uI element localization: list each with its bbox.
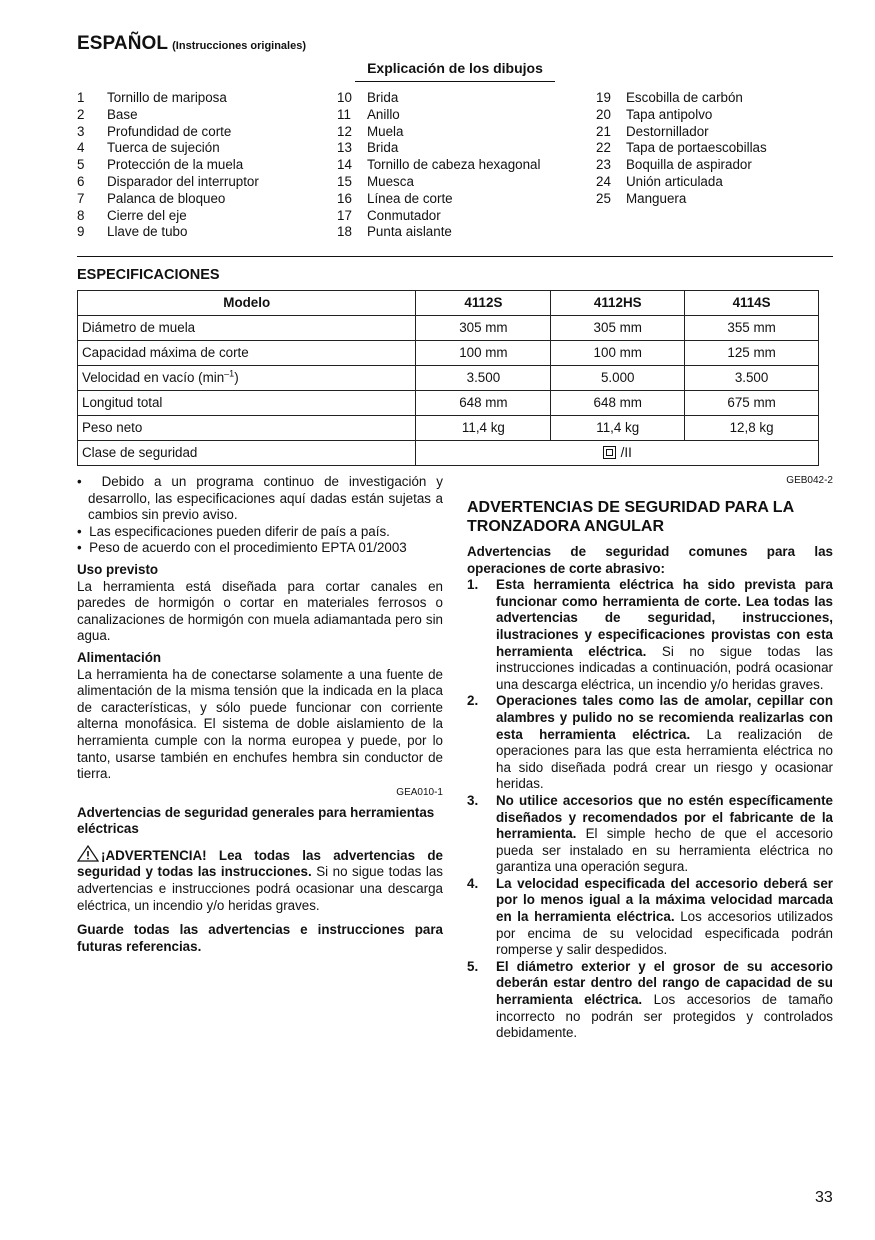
legend-column-1 [77,90,259,241]
header-cell: Modelo [78,291,416,316]
table-header-row [78,291,819,316]
row-label: Diámetro de muela [78,316,416,341]
table-row [78,391,819,416]
legend-item: 10 Brida [337,90,399,105]
legend-item: 19 Escobilla de carbón [596,90,743,105]
table-cell: 5.000 [551,366,685,391]
legend-item: 2 Base [77,106,138,122]
legend-item: 7 Palanca de bloqueo [77,190,226,206]
legend-item: 11 Anillo [337,106,400,122]
safety-intro: Advertencias de seguridad comunes para las operaciones de corte abrasivo: [467,544,833,576]
list-item: 3. No utilice accesorios que no estén específicamente diseñados y recomendados por el fabricante de la herramienta. El simple hecho de que el accesorio pueda ser instalado en su herramienta eléctrica no garantiza una operación segura. [467,792,833,875]
row-label: Peso neto [78,416,416,441]
list-item: 4. La velocidad especificada del accesorio deberá ser por lo menos igual a la máxima velocidad marcada en la herramienta eléctrica. Los accesorios utilizados por encima de su velocidad especificada podrán romperse y salir despedidos. [467,875,833,958]
header-cell: 4112S [416,291,551,316]
spec-note: • Peso de acuerdo con el procedimiento EPTA 01/2003 [77,540,407,556]
legend-item: 25 Manguera [596,190,687,206]
power-supply-text: La herramienta ha de conectarse solamente a una fuente de alimentación de la misma tensión que la indicada en la placa de características, y sólo puede funcionar con corriente alterna monofásica. El sistema de doble aislamiento de la herramienta cumple con la norma europea y puede, por lo tanto, usarse también en enchufes hembra sin conductor de tierra. [77,666,443,782]
legend-item: 14 Tornillo de cabeza hexagonal [337,157,541,173]
section-code: GEA010-1 [396,786,443,798]
safety-heading: ADVERTENCIAS DE SEGURIDAD PARA LA TRONZADORA ANGULAR [467,499,794,535]
table-row [78,416,819,441]
section-divider [77,256,833,257]
table-cell: 355 mm [685,316,819,341]
language-title: ESPAÑOL [77,33,169,54]
table-row [78,316,819,341]
table-cell: 305 mm [416,316,551,341]
legend-column-3 [596,90,767,208]
legend-item: 17 Conmutador [337,207,441,223]
legend-item: 16 Línea de corte [337,190,453,206]
header-cell: 4114S [685,291,819,316]
table-cell: 648 mm [551,391,685,416]
warning-triangle-icon [77,845,99,862]
table-cell: 305 mm [551,316,685,341]
double-insulation-icon [603,446,616,459]
legend-item: 6 Disparador del interruptor [77,173,259,189]
list-item: 1. Esta herramienta eléctrica ha sido prevista para funcionar como herramienta de corte. Lea todas las advertencias de seguridad, instrucciones, ilustraciones y especificaciones provistas con esta herramienta eléctrica. Si no sigue todas las instrucciones indicadas a continuación, podrá ocasionar una descarga eléctrica, un incendio y/o heridas graves. [467,577,833,692]
legend-item: 12 Muela [337,123,404,139]
list-item: 2. Operaciones tales como las de amolar, cepillar con alambres y pulido no se recomienda realizarlas con esta herramienta eléctrica. La realización de operaciones para las que esta herramienta eléctrica no ha sido diseñada podrá crear un riesgo y ocasionar heridas. [467,693,834,792]
row-label: Clase de seguridad [78,441,416,466]
intended-use-title: Uso previsto [77,561,159,577]
power-supply-title: Alimentación [77,649,162,665]
table-cell: 3.500 [685,366,819,391]
section-code: GEB042-2 [786,475,833,486]
legend-item: 22 Tapa de portaescobillas [596,140,767,156]
general-warning: ¡ADVERTENCIA! Lea todas las advertencias de seguridad y todas las instrucciones. Si no sigue todas las advertencias e instrucciones podrá ocasionar una descarga eléctrica, un incendio y/o heridas graves. [77,845,443,914]
table-row [78,441,819,466]
table-cell: 675 mm [685,391,819,416]
specs-title: ESPECIFICACIONES [77,267,220,283]
legend-item: 23 Boquilla de aspirador [596,157,752,173]
spec-note: • Debido a un programa continuo de investigación y desarrollo, las especificaciones aquí dadas están sujetas a cambios sin previo aviso. [77,474,443,523]
legend-item: 13 Brida [337,140,399,156]
legend-item: 3 Profundidad de corte [77,123,232,139]
legend-item: 4 Tuerca de sujeción [77,140,220,156]
language-subtitle: (Instrucciones originales) [172,40,307,52]
legend-item: 5 Protección de la muela [77,157,244,173]
table-cell: 100 mm [416,341,551,366]
legend-item: 9 Llave de tubo [77,224,188,240]
safety-class-cell: /II [416,441,819,466]
table-cell: 11,4 kg [551,416,685,441]
legend-item: 20 Tapa antipolvo [596,106,713,122]
table-cell: 11,4 kg [416,416,551,441]
table-cell: 648 mm [416,391,551,416]
page-number: 33 [815,1189,833,1206]
table-row [78,366,819,391]
row-label: Longitud total [78,391,416,416]
row-label: Capacidad máxima de corte [78,341,416,366]
left-column [77,474,443,955]
spec-note: • Las especificaciones pueden diferir de país a país. [77,523,390,539]
right-column [467,474,833,1042]
header-cell: 4112HS [551,291,685,316]
table-cell: 125 mm [685,341,819,366]
row-label: Velocidad en vacío $(\min^{-1})$ [78,366,416,391]
legend-item: 15 Muesca [337,173,414,189]
page-header [77,33,307,55]
list-item: 5. El diámetro exterior y el grosor de su accesorio deberán estar dentro del rango de capacidad de su herramienta eléctrica. Los accesorios de tamaño incorrecto no podrán ser protegidos y controlados debidamente. [467,958,833,1041]
legend-title: Explicación de los dibujos [355,60,555,82]
legend-item: 18 Punta aislante [337,224,452,240]
legend-item: 8 Cierre del eje [77,207,187,223]
specs-table [77,290,819,466]
table-row [78,341,819,366]
legend-item: 1 Tornillo de mariposa [77,90,227,105]
general-safety-title: Advertencias de seguridad generales para herramientas eléctricas [77,804,435,837]
table-cell: 100 mm [551,341,685,366]
keep-instructions: Guarde todas las advertencias e instrucciones para futuras referencias. [77,922,443,954]
table-cell: 12,8 kg [685,416,819,441]
legend-column-2 [337,90,540,241]
legend-item: 21 Destornillador [596,123,709,139]
legend-item: 24 Unión articulada [596,173,723,189]
table-cell: 3.500 [416,366,551,391]
intended-use-text: La herramienta está diseñada para cortar canales en paredes de hormigón o cortar en materiales ferrosos o canalizaciones de hormigón con muela adiamantada pero sin agua. [77,578,443,644]
